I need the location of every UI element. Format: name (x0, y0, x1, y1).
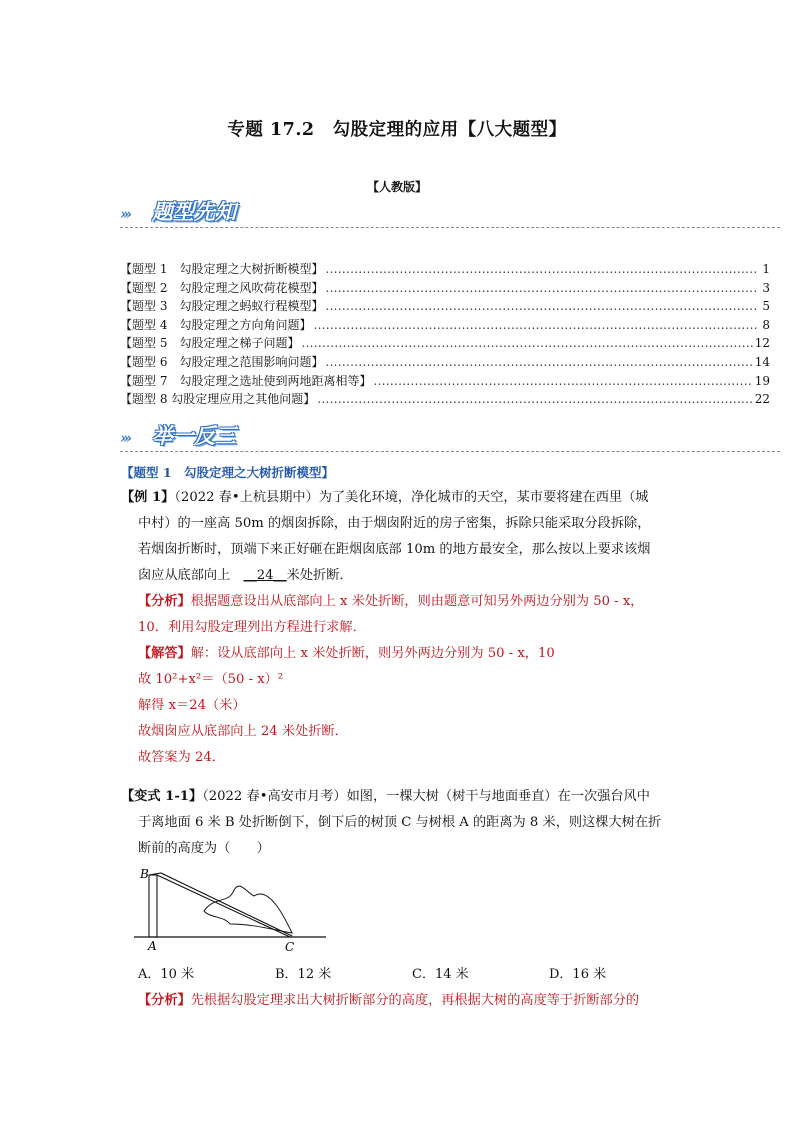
toc-item[interactable]: 【题型 3 勾股定理之蚂蚁行程模型】 ..... 5 (120, 297, 770, 316)
label-c: C (285, 940, 295, 954)
solution-tag: 【解答】 (138, 646, 191, 661)
banner-second-text: 举一反三 (152, 423, 236, 448)
analysis-tag: 【分析】 (138, 594, 191, 609)
page-title: 专题 17.2 勾股定理的应用【八大题型】 (227, 120, 567, 140)
banner-second (120, 422, 780, 450)
label-b: B (140, 867, 149, 881)
toc-item[interactable]: 【题型 4 勾股定理之方向角问题】 ..... 8 (120, 316, 770, 335)
divider (120, 451, 780, 452)
toc-item[interactable]: 【题型 5 勾股定理之梯子问题】 ..... 12 (120, 334, 770, 353)
analysis-tag: 【分析】 (138, 993, 191, 1008)
toc-item[interactable]: 【题型 1 勾股定理之大树折断模型】 ..... 1 (120, 260, 770, 279)
toc-item[interactable]: 【题型 2 勾股定理之风吹荷花模型】 ..... 3 (120, 279, 770, 298)
answer-choices (138, 963, 698, 982)
tree-diagram (134, 866, 334, 956)
divider (120, 227, 780, 228)
variant-block: 【变式 1-1】（2022 春•高安市月考）如图，一棵大树（树干与地面垂直）在一次强台风中 于离地面 6 米 B 处折断倒下，倒下后的树顶 C 与树根 A 的距离为 8 米，则这棵大树在折 断前的高度为（ ） (121, 789, 662, 856)
example-block: 【例 1】（2022 春•上杭县期中）为了美化环境，净化城市的天空，某市要将建在西里（城 中村）的一座高 50m 的烟囱拆除，由于烟囱附近的房子密集，拆除只能采取分段拆除， 若烟囱折断时，顶端下来正好砸在距烟囱底部 10m 的地方最安全，那么按以上要求该烟 囱应从底部向上 __24__米处折断． 【分析】根据题意设出从底部向上 x 米处折断，则由题意可知另外两边分别为 50 - x， 10．利用勾股定理列出方程进行求解． 【解答】解：设从底部向上 x 米处折断，则另外两边分别为 50 - x，10 故 10²+x²＝（50 - x）² 解得 x＝24（米） 故烟囱应从底部向上 24 米处折断． 故答案为 24． (121, 490, 651, 765)
variant-analysis: 【分析】先根据勾股定理求出大树折断部分的高度，再根据大树的高度等于折断部分的 (138, 993, 640, 1008)
choice-d[interactable]: D．16 米 (549, 967, 607, 982)
toc-item[interactable]: 【题型 8 勾股定理应用之其他问题】 ..... 22 (120, 390, 770, 409)
arrow-icon: ››› (120, 429, 129, 447)
choice-a[interactable]: A．10 米 (138, 967, 195, 982)
edition-label: 【人教版】 (366, 180, 427, 194)
choice-b[interactable]: B．12 米 (275, 967, 332, 982)
banner-first (120, 198, 780, 226)
toc-item[interactable]: 【题型 7 勾股定理之选址使到两地距离相等】 ..... 19 (120, 372, 770, 391)
label-a: A (148, 939, 157, 953)
variant-tag: 【变式 1-1】 (121, 789, 203, 804)
toc-item[interactable]: 【题型 6 勾股定理之范围影响问题】 ..... 14 (120, 353, 770, 372)
broken-tree-figure (134, 866, 334, 956)
banner-first-text: 题型先知 (152, 199, 236, 224)
arrow-icon: ››› (120, 205, 129, 223)
section-heading: 【题型 1 勾股定理之大树折断模型】 (121, 465, 335, 480)
table-of-contents (120, 260, 770, 409)
answer-blank: __24__ (243, 568, 287, 583)
choice-c[interactable]: C．14 米 (412, 967, 469, 982)
example-tag: 【例 1】 (121, 490, 175, 505)
